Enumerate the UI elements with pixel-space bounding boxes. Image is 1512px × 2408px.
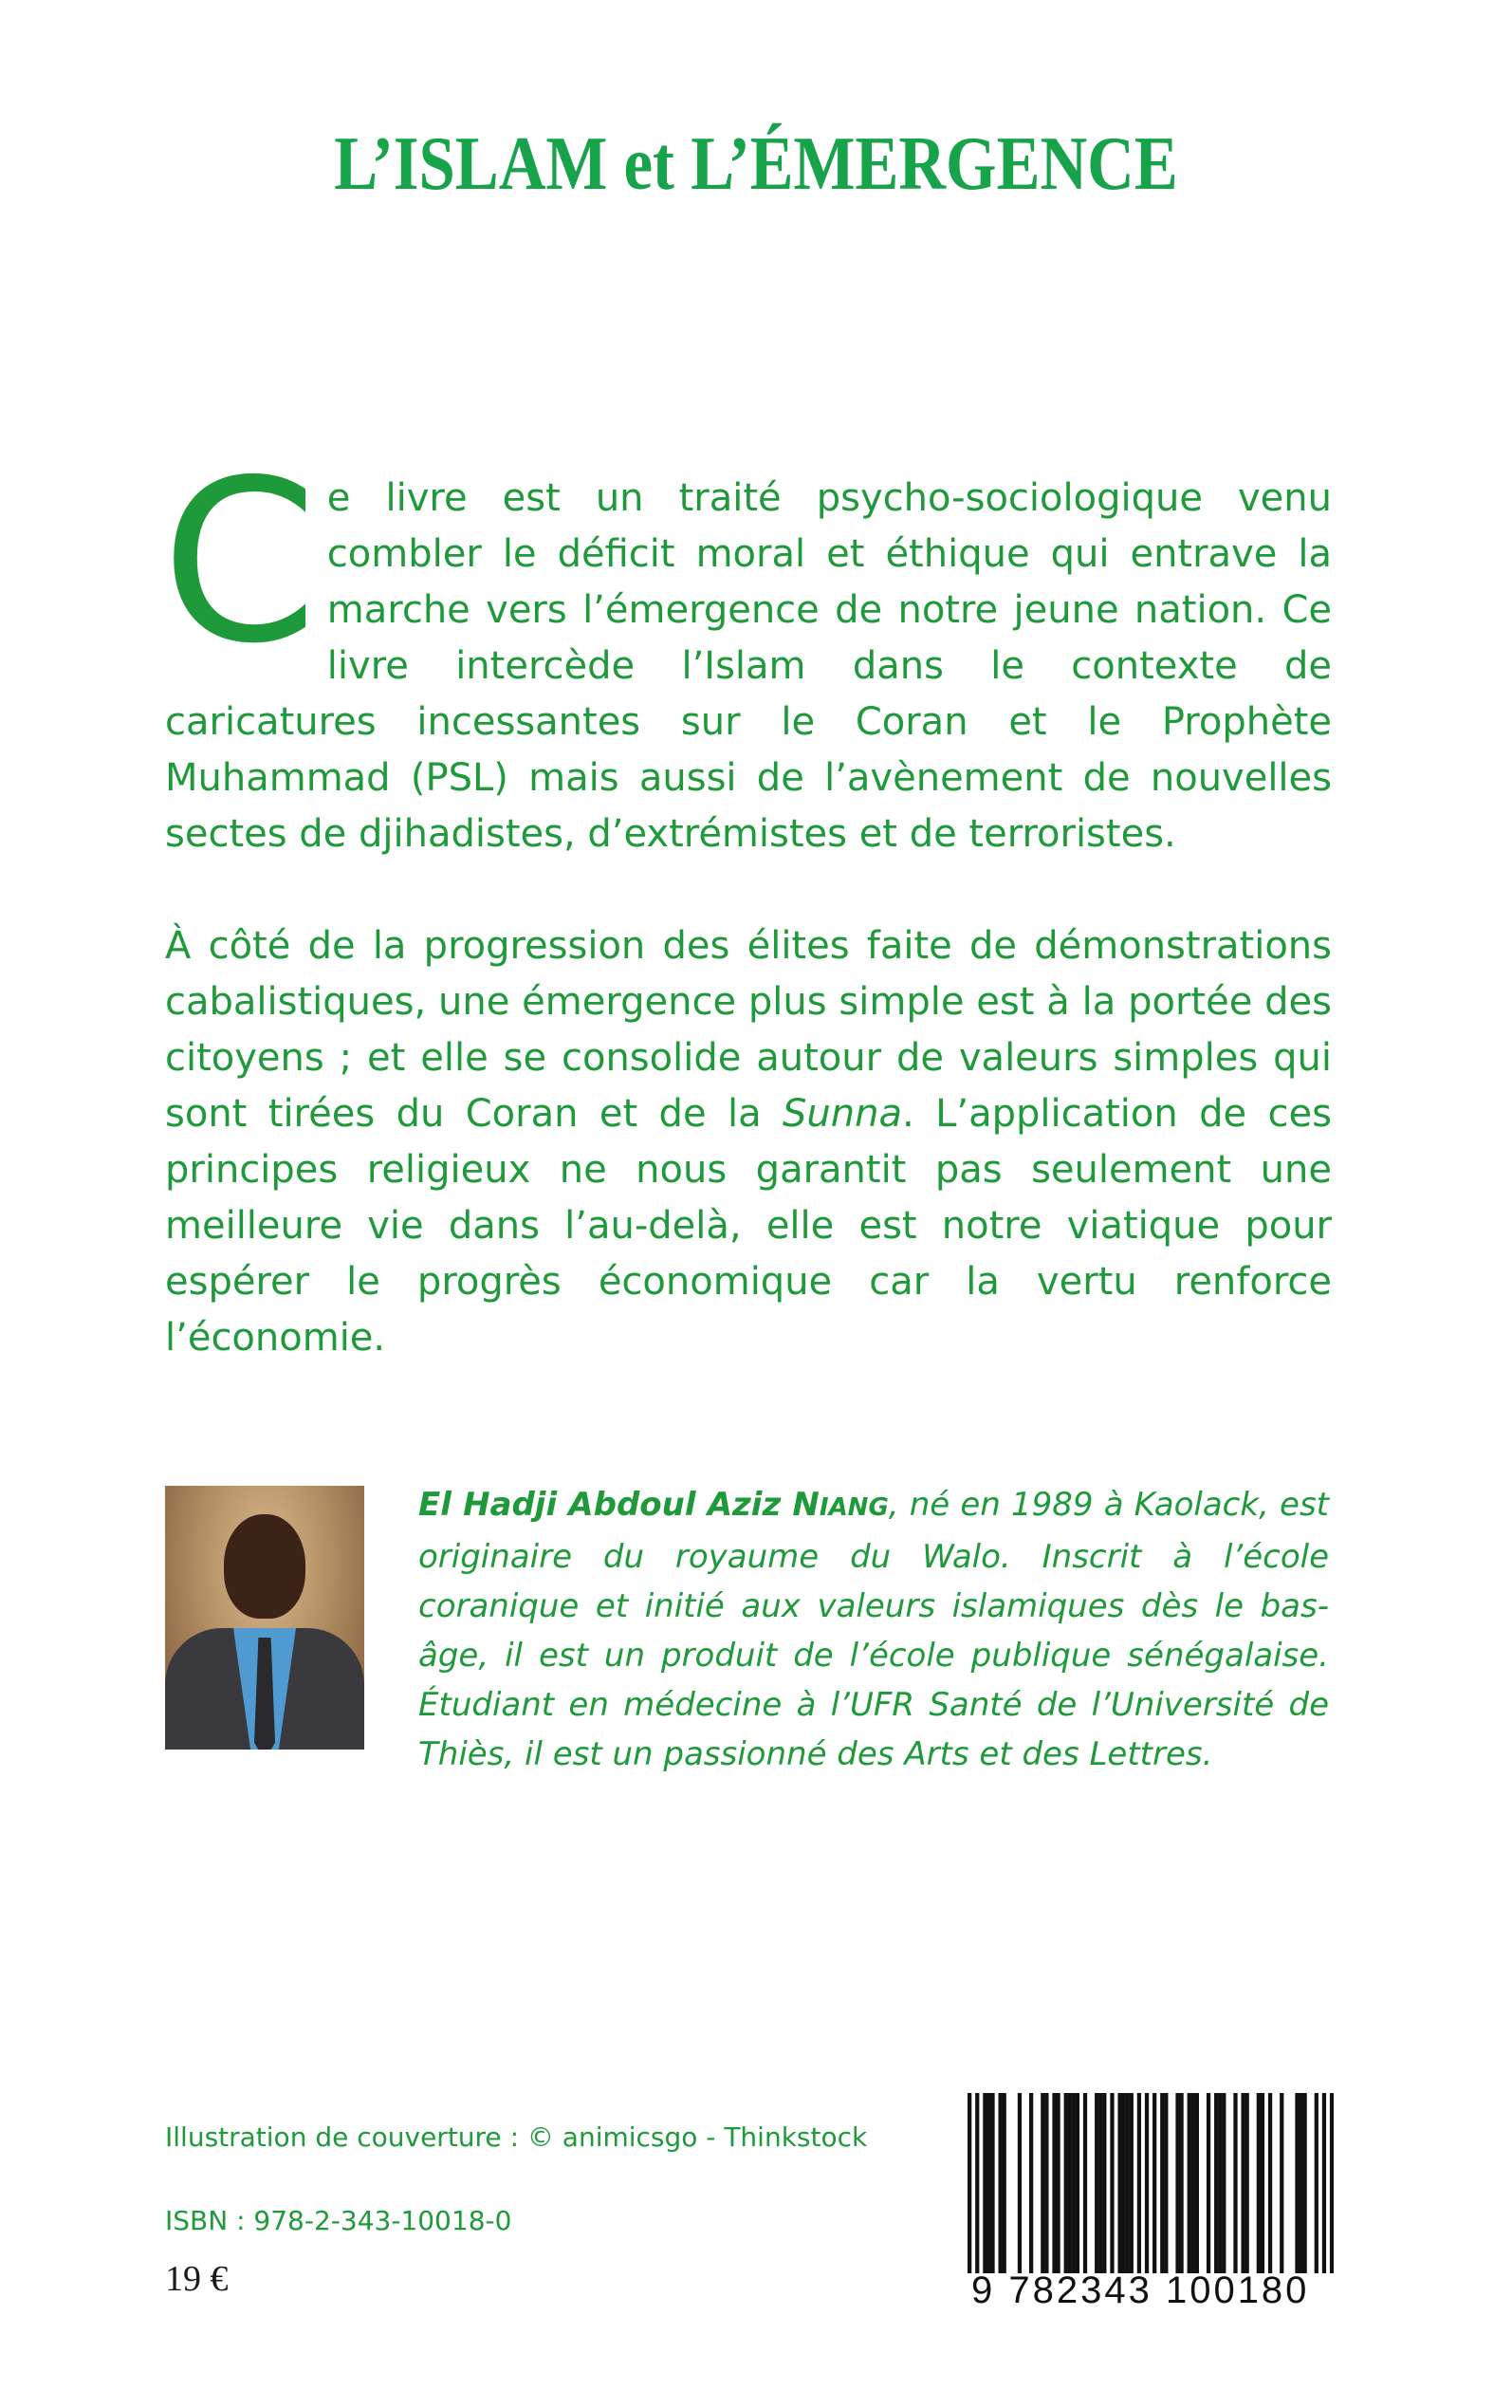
synopsis-paragraph-1 <box>161 432 1332 862</box>
barcode-bar <box>1330 2093 1334 2273</box>
author-name-last-initial: N <box>792 1486 820 1524</box>
barcode-bar <box>1280 2093 1283 2273</box>
barcode-bar <box>968 2093 971 2273</box>
barcode-bar <box>1052 2093 1056 2273</box>
barcode-bar <box>1068 2093 1072 2273</box>
barcode-bar <box>1195 2093 1199 2273</box>
barcode-bar <box>1003 2093 1006 2273</box>
barcode-bar <box>1041 2093 1044 2273</box>
barcode-bar <box>1095 2093 1098 2273</box>
barcode-bar <box>1102 2093 1106 2273</box>
synopsis-paragraph-2-text-b: . L’application de ces principes religieux ne nous garantit pas seulement une meilleure vie dans l’au-delà, elle est notre viatique pour espérer le progrès économique car la vertu renforce l’économie. <box>165 1092 1332 1360</box>
author-photo <box>165 1486 364 1750</box>
barcode-bar <box>975 2093 979 2273</box>
author-name <box>418 1486 889 1524</box>
barcode-bar <box>1322 2093 1326 2273</box>
barcode-bar <box>1018 2093 1022 2273</box>
barcode-bar <box>1214 2093 1218 2273</box>
barcode-bar <box>1218 2093 1222 2273</box>
barcode-bar <box>1044 2093 1048 2273</box>
synopsis-paragraph-2 <box>165 918 1332 1366</box>
barcode-bar <box>1098 2093 1102 2273</box>
barcode-bar <box>1222 2093 1226 2273</box>
barcode-bar <box>1295 2093 1299 2273</box>
barcode-bar <box>1145 2093 1149 2273</box>
barcode-bar <box>1029 2093 1033 2273</box>
author-name-first: El Hadji Abdoul Aziz <box>418 1486 793 1524</box>
barcode-number: 9 782343 100180 <box>971 2269 1310 2311</box>
isbn-number: ISBN : 978-2-343-10018-0 <box>165 2205 512 2236</box>
barcode-bar <box>1152 2093 1156 2273</box>
synopsis-paragraph-2-italic: Sunna <box>783 1092 902 1136</box>
barcode-bar <box>1064 2093 1068 2273</box>
barcode-bar <box>1126 2093 1130 2273</box>
barcode-bar <box>1076 2093 1079 2273</box>
barcode-bar <box>1191 2093 1195 2273</box>
barcode-bar <box>1160 2093 1164 2273</box>
price-label: 19 € <box>165 2259 229 2299</box>
book-title: L’ISLAM et L’ÉMERGENCE <box>334 122 1178 206</box>
barcode-bar <box>1072 2093 1076 2273</box>
barcode-bar <box>1164 2093 1168 2273</box>
author-bio-text: , né en 1989 à Kaolack, est originaire du royaume du Walo. Inscrit à l’école coranique et initié aux valeurs islamiques dès le bas-âge, il est un produit de l’école publique sénégalaise. Étudiant en médecine à l’UFR Santé de l’Université de Thiès, il est un passionné des Arts et des Lettres. <box>418 1486 1329 1773</box>
barcode-bar <box>1130 2093 1134 2273</box>
barcode-bar <box>1110 2093 1114 2273</box>
barcode-bar <box>1137 2093 1141 2273</box>
barcode-bar <box>1268 2093 1272 2273</box>
barcode-bar <box>1245 2093 1249 2273</box>
barcode-bar <box>1056 2093 1060 2273</box>
barcode-bar <box>1083 2093 1087 2273</box>
barcode-bar <box>986 2093 990 2273</box>
barcode-bar <box>1315 2093 1318 2273</box>
barcode-bar <box>1175 2093 1179 2273</box>
synopsis-paragraph-2-text-a: À côté de la progression des élites faite de démonstrations cabalistiques, une émergence plus simple est à la portée des citoyens ; et elle se consolide autour de valeurs simples qui sont tirées du Coran et de la <box>165 924 1332 1136</box>
barcode-bar <box>1299 2093 1302 2273</box>
barcode-bar <box>1241 2093 1245 2273</box>
author-bio <box>418 1480 1329 1779</box>
synopsis-paragraph-1-text: e livre est un traité psycho-sociologique venu combler le déficit moral et éthique qui entrave la marche vers l’émergence de notre jeune nation. Ce livre intercède l’Islam dans le contexte de caricatures incessantes sur le Coran et le Prophète Muhammad (PSL) mais aussi de l’avènement de nouvelles sectes de djihadistes, d’extrémistes et de terroristes. <box>165 476 1332 856</box>
barcode-bar <box>1257 2093 1261 2273</box>
barcode-bar <box>1302 2093 1306 2273</box>
barcode-bar <box>1122 2093 1126 2273</box>
barcode-bar <box>1179 2093 1183 2273</box>
barcode-bars <box>968 2093 1334 2273</box>
barcode-bar <box>1207 2093 1210 2273</box>
barcode-bar <box>983 2093 986 2273</box>
barcode-bar <box>1188 2093 1191 2273</box>
barcode-bar <box>999 2093 1003 2273</box>
author-name-last-rest: IANG <box>819 1493 889 1522</box>
barcode-bar <box>1117 2093 1121 2273</box>
drop-cap-letter: C <box>161 432 318 693</box>
cover-illustration-credit: Illustration de couverture : © animicsgo - Thinkstock <box>165 2121 868 2153</box>
barcode-bar <box>1233 2093 1237 2273</box>
barcode-bar <box>990 2093 994 2273</box>
barcode-bar <box>1261 2093 1264 2273</box>
